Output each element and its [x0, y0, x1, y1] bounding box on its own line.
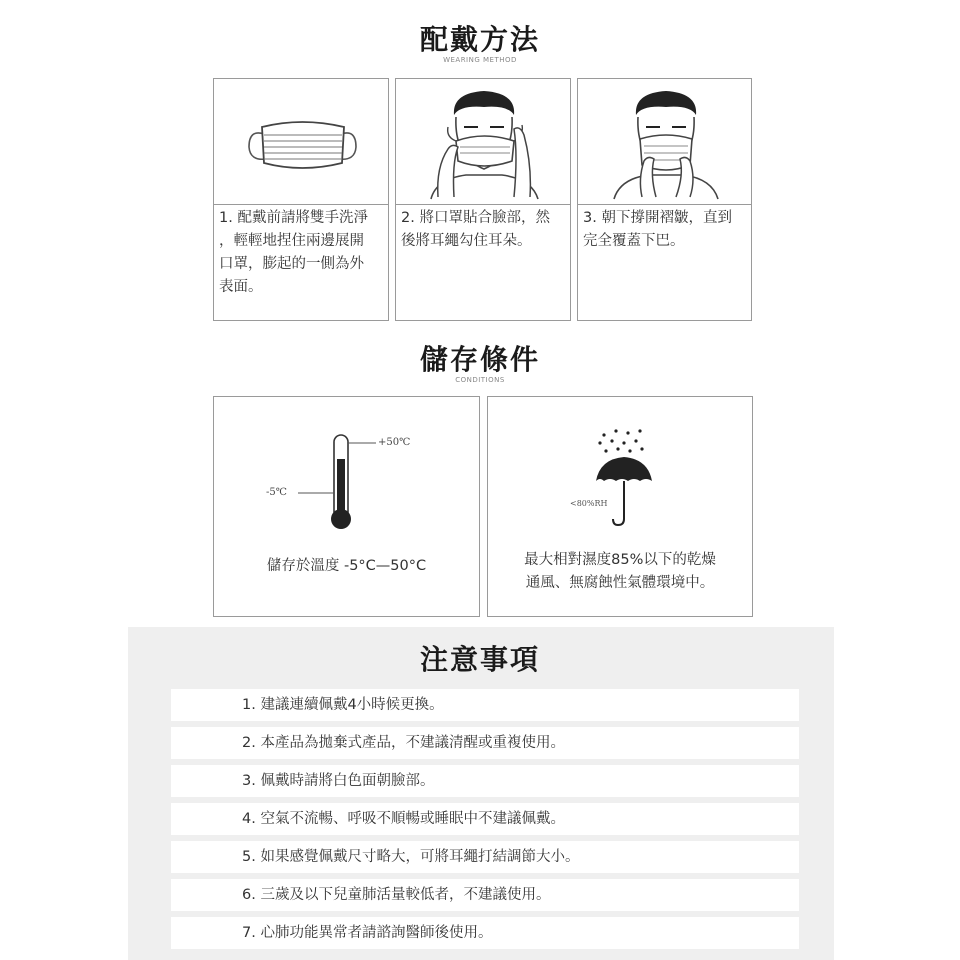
- notice-item-6: 6. 三歲及以下兒童肺活量較低者，不建議使用。: [171, 879, 799, 911]
- notice-item-2: 2. 本產品為拋棄式產品，不建議清醒或重複使用。: [171, 727, 799, 759]
- umbrella-rain-icon: [488, 397, 754, 537]
- humidity-text: 最大相對濕度85%以下的乾燥 通風、無腐蝕性氣體環境中。: [524, 552, 716, 591]
- step-text-3: 3. 朝下撐開褶皺，直到 完全覆蓋下巴。: [583, 210, 732, 249]
- notice-item-4: 4. 空氣不流暢、呼吸不順暢或睡眠中不建議佩戴。: [171, 803, 799, 835]
- temperature-text: 儲存於溫度 -5°C—50°C: [266, 558, 427, 574]
- step-card-2: [395, 78, 571, 321]
- step-text-1: 1. 配戴前請將雙手洗淨 ，輕輕地捏住兩邊展開 口罩，膨起的一側為外 表面。: [219, 210, 368, 295]
- notice-title: 注意事項: [419, 643, 540, 676]
- step-card-1: [213, 78, 389, 321]
- thermometer-icon: [214, 397, 481, 537]
- conditions-title: 儲存條件: [419, 343, 540, 376]
- notice-item-3: 3. 佩戴時請將白色面朝臉部。: [171, 765, 799, 797]
- person-adjusting-mask-illustration: [578, 79, 753, 203]
- notice-item-5: 5. 如果感覺佩戴尺寸略大，可將耳繩打結調節大小。: [171, 841, 799, 873]
- notice-item-7: 7. 心肺功能異常者請諮詢醫師後使用。: [171, 917, 799, 949]
- temperature-card: [213, 396, 480, 617]
- mask-illustration: [214, 79, 390, 203]
- step-card-3: [577, 78, 752, 321]
- conditions-subtitle: CONDITIONS: [455, 376, 505, 384]
- step-text-2: 2. 將口罩貼合臉部，然 後將耳繩勾住耳朵。: [401, 210, 550, 249]
- temperature-high-label: +50℃: [378, 437, 411, 448]
- humidity-card: [487, 396, 753, 617]
- humidity-label: <80%RH: [570, 499, 608, 508]
- notice-item-1: 1. 建議連續佩戴4小時候更換。: [171, 689, 799, 721]
- wearing-method-subtitle: WEARING METHOD: [443, 56, 517, 64]
- wearing-method-title: 配戴方法: [419, 23, 540, 56]
- temperature-low-label: -5℃: [266, 487, 287, 498]
- person-attaching-mask-illustration: [396, 79, 572, 203]
